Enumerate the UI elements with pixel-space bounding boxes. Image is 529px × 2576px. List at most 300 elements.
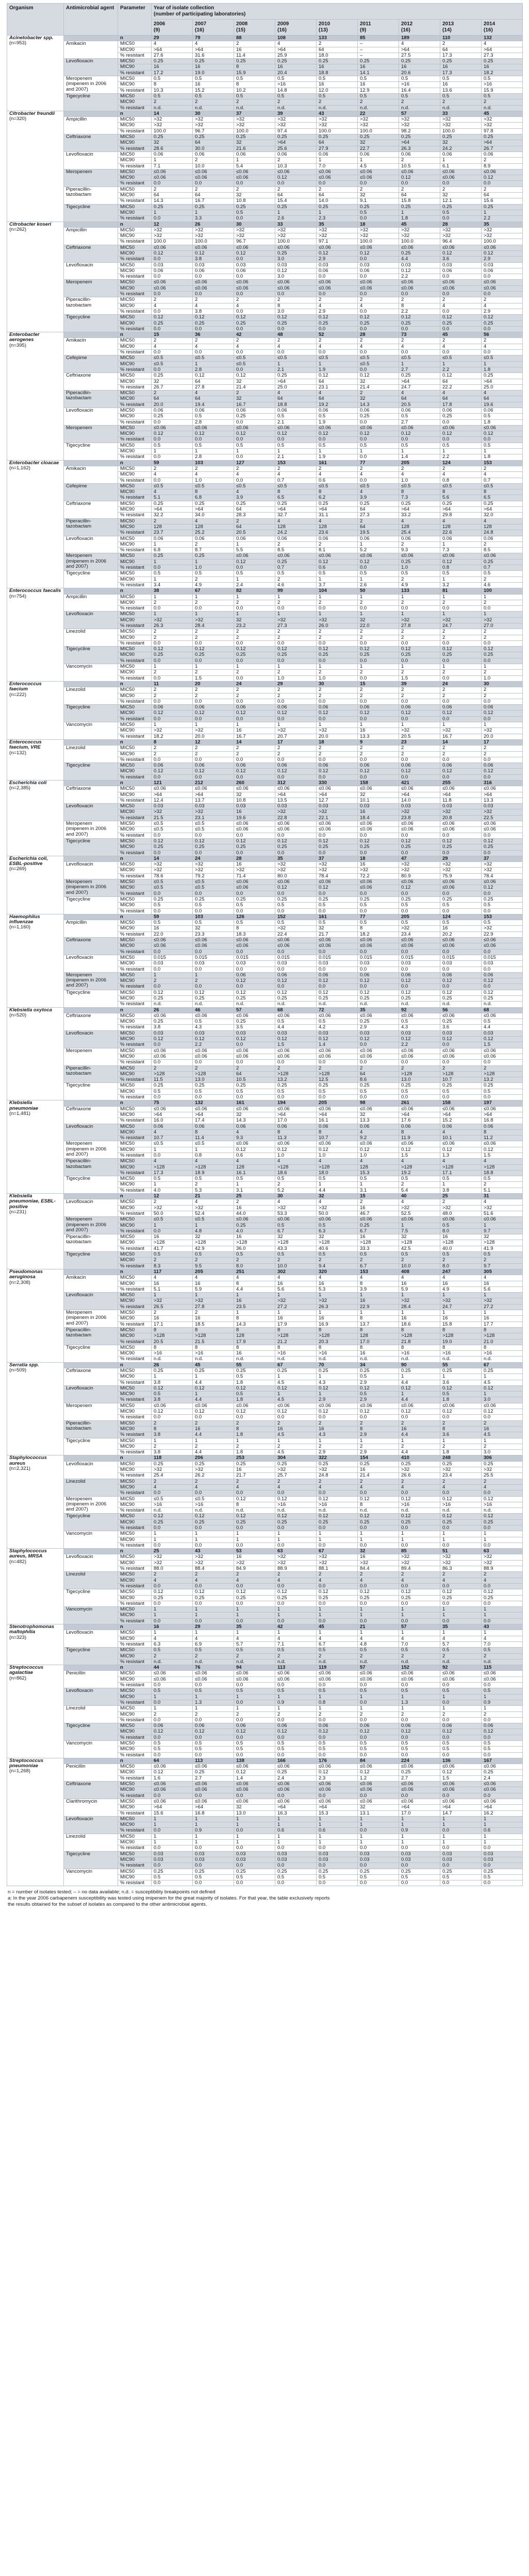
- value-cell: 0.5: [399, 1176, 440, 1182]
- value-cell: 0.0: [482, 1683, 523, 1688]
- value-cell: 10.1: [358, 798, 399, 803]
- value-cell: >32: [440, 617, 482, 623]
- value-cell: 1: [317, 210, 358, 215]
- value-cell: 1: [482, 1531, 523, 1537]
- table-row: [7, 1176, 523, 1182]
- value-cell: >32: [440, 1560, 482, 1566]
- value-cell: 2: [275, 1572, 317, 1578]
- value-cell: 8.3: [152, 1263, 193, 1269]
- value-cell: 4: [358, 1578, 399, 1583]
- value-cell: 0.0: [152, 292, 193, 297]
- value-cell: 1.5: [399, 675, 440, 681]
- value-cell: ≤0.06: [152, 169, 193, 175]
- value-cell: 3.9: [234, 495, 275, 501]
- value-cell: 1: [234, 594, 275, 600]
- value-cell: 0.0: [482, 1060, 523, 1065]
- value-cell: 88: [234, 36, 275, 41]
- value-cell: 0.0: [440, 1095, 482, 1100]
- value-cell: 0.0: [152, 757, 193, 762]
- value-cell: 8: [234, 82, 275, 88]
- value-cell: 0.0: [275, 1845, 317, 1851]
- value-cell: >16: [482, 1502, 523, 1507]
- agent-cell: Levofloxacin: [64, 1461, 118, 1479]
- value-cell: 0.015: [358, 955, 399, 960]
- value-cell: 0.12: [275, 315, 317, 320]
- years-subcaption: (number of participating laboratories): [154, 11, 246, 17]
- value-cell: 32: [317, 1234, 358, 1240]
- value-cell: 1: [358, 612, 399, 617]
- value-cell: 2: [275, 338, 317, 344]
- value-cell: 2: [399, 1479, 440, 1484]
- value-cell: 78.6: [152, 873, 193, 879]
- value-cell: ≤0.06: [234, 827, 275, 833]
- value-cell: 108: [275, 36, 317, 41]
- value-cell: 0.5: [234, 1740, 275, 1746]
- value-cell: >32: [358, 123, 399, 128]
- value-cell: 0.0: [317, 967, 358, 972]
- value-cell: 0.0: [275, 1601, 317, 1606]
- value-cell: 0.5: [193, 1688, 234, 1694]
- parameter-cell: MIC50: [118, 763, 152, 769]
- value-cell: 23: [399, 739, 440, 745]
- value-cell: n.d.: [482, 1659, 523, 1665]
- value-cell: 0.12: [317, 710, 358, 716]
- value-cell: 96.7: [193, 128, 234, 134]
- value-cell: >128: [440, 1333, 482, 1339]
- value-cell: 189: [399, 36, 440, 41]
- value-cell: n.d.: [399, 1508, 440, 1514]
- table-row: [7, 687, 523, 693]
- value-cell: 0.0: [152, 1752, 193, 1758]
- value-cell: 2: [275, 577, 317, 582]
- value-cell: 0.25: [234, 844, 275, 850]
- count-row: [7, 332, 523, 338]
- value-cell: 0.25: [317, 320, 358, 326]
- value-cell: 0.12: [358, 769, 399, 774]
- value-cell: 0.12: [482, 1589, 523, 1595]
- value-cell: 0.03: [482, 262, 523, 268]
- value-cell: 32: [234, 193, 275, 198]
- parameter-cell: MIC50: [118, 536, 152, 541]
- value-cell: 1: [440, 577, 482, 582]
- value-cell: 1: [152, 1694, 193, 1700]
- parameter-cell: MIC50: [118, 786, 152, 792]
- value-cell: 0.12: [317, 373, 358, 379]
- value-cell: 0.12: [317, 1729, 358, 1735]
- agent-cell: Tigecycline: [64, 315, 118, 332]
- value-cell: ≤0.06: [440, 1013, 482, 1019]
- value-cell: >32: [317, 123, 358, 128]
- parameter-cell: MIC50: [118, 1851, 152, 1857]
- value-cell: 16: [317, 1281, 358, 1286]
- value-cell: 80.0: [275, 873, 317, 879]
- value-cell: 0.5: [440, 76, 482, 82]
- value-cell: 16: [152, 1624, 193, 1630]
- value-cell: ≤0.06: [317, 285, 358, 291]
- agent-cell: Meropenem (imipenem in 2006 and 2007): [64, 1496, 118, 1514]
- value-cell: 2: [440, 751, 482, 757]
- value-cell: 2: [234, 1711, 275, 1717]
- value-cell: 2: [358, 297, 399, 303]
- value-cell: 2: [152, 1310, 193, 1316]
- year-label: 2009: [277, 21, 289, 27]
- parameter-cell: MIC50: [118, 972, 152, 978]
- value-cell: >64: [193, 47, 234, 53]
- value-cell: 0.25: [275, 250, 317, 256]
- parameter-cell: MIC50: [118, 1420, 152, 1426]
- value-cell: 2: [275, 745, 317, 751]
- parameter-cell: MIC50: [118, 1176, 152, 1182]
- value-cell: 0.0: [152, 216, 193, 222]
- value-cell: 0.5: [482, 1648, 523, 1653]
- value-cell: 0.12: [358, 710, 399, 716]
- value-cell: 0.25: [317, 1083, 358, 1089]
- value-cell: 0.25: [234, 1595, 275, 1601]
- value-cell: 0.5: [234, 903, 275, 908]
- table-body: [7, 36, 523, 1886]
- value-cell: 11.9: [399, 1136, 440, 1141]
- value-cell: ≤0.06: [193, 1764, 234, 1770]
- value-cell: 19.0: [440, 1339, 482, 1345]
- value-cell: ≤0.06: [440, 1106, 482, 1112]
- value-cell: 1: [193, 972, 234, 978]
- value-cell: 0.0: [482, 292, 523, 297]
- value-cell: 0.5: [152, 903, 193, 908]
- value-cell: 0.06: [358, 1723, 399, 1729]
- value-cell: ≤0.06: [317, 1764, 358, 1770]
- parameter-cell: % resistant: [118, 565, 152, 571]
- value-cell: 0.0: [358, 1490, 399, 1496]
- year-label: 2010: [319, 21, 330, 27]
- value-cell: 0.0: [358, 1526, 399, 1531]
- value-cell: 2: [317, 99, 358, 105]
- value-cell: 6.1: [440, 163, 482, 169]
- count-row: [7, 1194, 523, 1199]
- value-cell: 0.5: [440, 903, 482, 908]
- value-cell: 1: [152, 1537, 193, 1543]
- value-cell: 0.25: [482, 1519, 523, 1525]
- value-cell: 16: [234, 1467, 275, 1473]
- table-row: [7, 41, 523, 47]
- agent-cell: Tigecycline: [64, 1438, 118, 1455]
- value-cell: 2: [275, 751, 317, 757]
- value-cell: 0.6: [275, 1828, 317, 1834]
- value-cell: 22.1: [317, 815, 358, 821]
- value-cell: >32: [482, 617, 523, 623]
- value-cell: n.d.: [317, 105, 358, 111]
- value-cell: >32: [440, 123, 482, 128]
- value-cell: 0.0: [193, 908, 234, 914]
- value-cell: 119: [317, 1665, 358, 1671]
- value-cell: 0.12: [152, 250, 193, 256]
- value-cell: ≤0.06: [234, 169, 275, 175]
- value-cell: 2: [358, 1479, 399, 1484]
- value-cell: >32: [317, 1298, 358, 1304]
- value-cell: 2: [482, 158, 523, 163]
- value-cell: 0.5: [399, 1252, 440, 1258]
- value-cell: 2.9: [482, 309, 523, 314]
- value-cell: 1.9: [317, 454, 358, 460]
- value-cell: 4: [358, 472, 399, 478]
- agent-header: Antimicrobial agent: [64, 4, 118, 36]
- value-cell: 0.0: [152, 181, 193, 187]
- value-cell: 1.0: [193, 565, 234, 571]
- value-cell: ≤0.5: [152, 1217, 193, 1223]
- value-cell: 10.0: [275, 1263, 317, 1269]
- value-cell: ≤0.06: [399, 1403, 440, 1409]
- value-cell: 0.0: [234, 1060, 275, 1065]
- value-cell: 16.2: [482, 1810, 523, 1816]
- value-cell: >64: [193, 792, 234, 798]
- value-cell: 0.7: [482, 478, 523, 483]
- value-cell: 0.12: [152, 1037, 193, 1042]
- value-cell: 0.12: [358, 315, 399, 320]
- value-cell: 0.5: [482, 1688, 523, 1694]
- value-cell: >16: [399, 82, 440, 88]
- parameter-cell: MIC90: [118, 1240, 152, 1246]
- value-cell: 0.5: [358, 920, 399, 926]
- parameter-cell: MIC50: [118, 1030, 152, 1036]
- parameter-cell: MIC50: [118, 76, 152, 82]
- agent-cell: Linezolid: [64, 745, 118, 763]
- table-row: [7, 518, 523, 524]
- table-row: [7, 938, 523, 943]
- year-header-2006: [152, 20, 193, 36]
- value-cell: n.d.: [440, 1508, 482, 1514]
- parameter-cell: MIC90: [118, 123, 152, 128]
- value-cell: 0.12: [440, 1409, 482, 1415]
- agent-cell: Tigecycline: [64, 763, 118, 781]
- value-cell: 0.0: [193, 1880, 234, 1886]
- value-cell: 1: [358, 577, 399, 582]
- parameter-cell: MIC50: [118, 571, 152, 577]
- table-row: [7, 59, 523, 64]
- value-cell: 0.6: [317, 1828, 358, 1834]
- value-cell: 0.0: [482, 1845, 523, 1851]
- value-cell: >64: [399, 792, 440, 798]
- value-cell: 1: [275, 361, 317, 367]
- value-cell: 27.8: [193, 384, 234, 390]
- value-cell: 4: [482, 1578, 523, 1583]
- value-cell: 1: [399, 1630, 440, 1636]
- value-cell: 4: [275, 344, 317, 349]
- organism-cell: [7, 460, 64, 588]
- value-cell: >32: [399, 227, 440, 233]
- value-cell: 0.0: [399, 984, 440, 990]
- value-cell: 0.12: [399, 175, 440, 181]
- value-cell: 0.0: [275, 292, 317, 297]
- value-cell: 13.1: [358, 1810, 399, 1816]
- parameter-cell: % resistant: [118, 967, 152, 972]
- value-cell: >128: [399, 1071, 440, 1077]
- value-cell: 2.9: [358, 1397, 399, 1403]
- value-cell: 22.0: [358, 623, 399, 629]
- parameter-cell: MIC50: [118, 338, 152, 344]
- value-cell: 0.12: [193, 431, 234, 437]
- value-cell: 0.0: [317, 658, 358, 664]
- table-row: [7, 594, 523, 600]
- value-cell: 67: [275, 1362, 317, 1368]
- value-cell: 2.7: [399, 367, 440, 372]
- value-cell: 25.0: [275, 384, 317, 390]
- value-cell: 128: [358, 1164, 399, 1170]
- parameter-cell: MIC90: [118, 1711, 152, 1717]
- value-cell: 2: [152, 1420, 193, 1426]
- value-cell: 0.8: [317, 1700, 358, 1705]
- value-cell: 2: [234, 518, 275, 524]
- value-cell: 1.8: [234, 1432, 275, 1438]
- value-cell: 0.0: [317, 1793, 358, 1799]
- value-cell: 0.0: [482, 1095, 523, 1100]
- value-cell: 0.25: [152, 414, 193, 419]
- value-cell: 2: [317, 41, 358, 47]
- value-cell: 0.5: [152, 93, 193, 99]
- value-cell: 17.0: [358, 1339, 399, 1345]
- value-cell: 14: [152, 856, 193, 861]
- parameter-cell: n: [118, 1665, 152, 1671]
- value-cell: 4: [482, 391, 523, 396]
- value-cell: >64: [399, 379, 440, 384]
- agent-cell: Levofloxacin: [64, 59, 118, 76]
- parameter-cell: MIC50: [118, 1403, 152, 1409]
- value-cell: >32: [358, 117, 399, 123]
- value-cell: 21: [193, 1194, 234, 1199]
- value-cell: 103: [193, 914, 234, 920]
- value-cell: 0.5: [358, 903, 399, 908]
- parameter-cell: MIC90: [118, 250, 152, 256]
- value-cell: >32: [193, 1467, 234, 1473]
- value-cell: 0.0: [152, 1526, 193, 1531]
- value-cell: ≤0.5: [152, 879, 193, 885]
- parameter-cell: MIC90: [118, 414, 152, 419]
- organism-n: (n=1,268): [9, 1768, 30, 1774]
- table-row: [7, 1420, 523, 1426]
- parameter-cell: MIC90: [118, 1578, 152, 1583]
- value-cell: >64: [275, 140, 317, 146]
- parameter-cell: MIC50: [118, 391, 152, 396]
- value-cell: 1: [275, 1630, 317, 1636]
- value-cell: >16: [152, 1502, 193, 1507]
- value-cell: 1.8: [482, 454, 523, 460]
- value-cell: 0.5: [275, 1019, 317, 1025]
- value-cell: 0.0: [317, 1618, 358, 1624]
- value-cell: 19.6: [234, 815, 275, 821]
- value-cell: >32: [234, 227, 275, 233]
- value-cell: ≤0.06: [193, 175, 234, 181]
- parameter-cell: MIC50: [118, 629, 152, 635]
- value-cell: 0.0: [152, 1618, 193, 1624]
- value-cell: ≤0.06: [317, 1013, 358, 1019]
- count-row: [7, 222, 523, 227]
- value-cell: 2: [440, 297, 482, 303]
- value-cell: 0.5: [482, 571, 523, 577]
- value-cell: 0.25: [152, 1595, 193, 1601]
- value-cell: 27.2: [275, 1304, 317, 1310]
- value-cell: 2: [440, 338, 482, 344]
- value-cell: 0.0: [275, 1618, 317, 1624]
- value-cell: 0.0: [482, 1793, 523, 1799]
- value-cell: 22.5: [482, 815, 523, 821]
- parameter-cell: MIC90: [118, 1333, 152, 1339]
- value-cell: 1.8: [482, 419, 523, 425]
- value-cell: 9.5: [193, 1263, 234, 1269]
- parameter-cell: MIC50: [118, 1345, 152, 1350]
- value-cell: 0.06: [275, 1124, 317, 1129]
- value-cell: ≤0.06: [358, 1764, 399, 1770]
- value-cell: 24.2: [275, 530, 317, 536]
- value-cell: 0.25: [275, 896, 317, 902]
- value-cell: 0.06: [317, 972, 358, 978]
- parameter-cell: MIC90: [118, 1205, 152, 1211]
- value-cell: ≤0.06: [152, 786, 193, 792]
- value-cell: >128: [358, 1240, 399, 1246]
- value-cell: 127: [234, 460, 275, 466]
- value-cell: 152: [275, 914, 317, 920]
- parameter-cell: MIC50: [118, 297, 152, 303]
- value-cell: 19.2: [399, 1170, 440, 1176]
- value-cell: 0.0: [193, 757, 234, 762]
- value-cell: 1: [152, 1147, 193, 1153]
- value-cell: 64: [358, 1071, 399, 1077]
- value-cell: 1: [317, 1438, 358, 1444]
- value-cell: 17.9: [234, 1339, 275, 1345]
- value-cell: 1: [482, 1293, 523, 1298]
- value-cell: 0.0: [440, 1490, 482, 1496]
- value-cell: >16: [399, 1502, 440, 1507]
- page: [7, 3, 522, 1908]
- value-cell: ≤0.06: [152, 1799, 193, 1804]
- value-cell: 0.0: [440, 1042, 482, 1048]
- value-cell: >64: [275, 507, 317, 513]
- value-cell: 26.7: [482, 146, 523, 151]
- value-cell: 13.0: [193, 1077, 234, 1083]
- table-row: [7, 1782, 523, 1787]
- value-cell: 0.03: [152, 961, 193, 967]
- parameter-cell: n: [118, 222, 152, 227]
- value-cell: 316: [482, 781, 523, 786]
- value-cell: 2.2: [440, 454, 482, 460]
- value-cell: 0.25: [482, 1595, 523, 1601]
- value-cell: 0.0: [358, 437, 399, 443]
- value-cell: 0.12: [482, 250, 523, 256]
- value-cell: >32: [399, 1467, 440, 1473]
- organism-cell: [7, 1194, 64, 1269]
- value-cell: ≤0.06: [399, 1787, 440, 1793]
- value-cell: 0.0: [234, 891, 275, 896]
- value-cell: 2: [358, 338, 399, 344]
- value-cell: 0.25: [234, 1019, 275, 1025]
- value-cell: 4.6: [275, 582, 317, 588]
- parameter-cell: MIC50: [118, 1124, 152, 1129]
- parameter-cell: MIC90: [118, 1147, 152, 1153]
- value-cell: 4.0: [152, 1188, 193, 1193]
- agent-cell: Tigecycline: [64, 571, 118, 588]
- value-cell: 100.0: [234, 128, 275, 134]
- year-label: 2008: [236, 21, 248, 27]
- value-cell: >32: [317, 809, 358, 815]
- value-cell: 2: [193, 1479, 234, 1484]
- value-cell: 5.2: [275, 1188, 317, 1193]
- value-cell: 1.0: [193, 478, 234, 483]
- value-cell: 248: [440, 1455, 482, 1461]
- value-cell: 0.5: [440, 93, 482, 99]
- value-cell: 1: [358, 158, 399, 163]
- parameter-cell: MIC50: [118, 1275, 152, 1281]
- value-cell: 1: [152, 1706, 193, 1711]
- value-cell: n.d.: [440, 1357, 482, 1362]
- value-cell: 0.12: [193, 769, 234, 774]
- value-cell: 0.12: [275, 978, 317, 984]
